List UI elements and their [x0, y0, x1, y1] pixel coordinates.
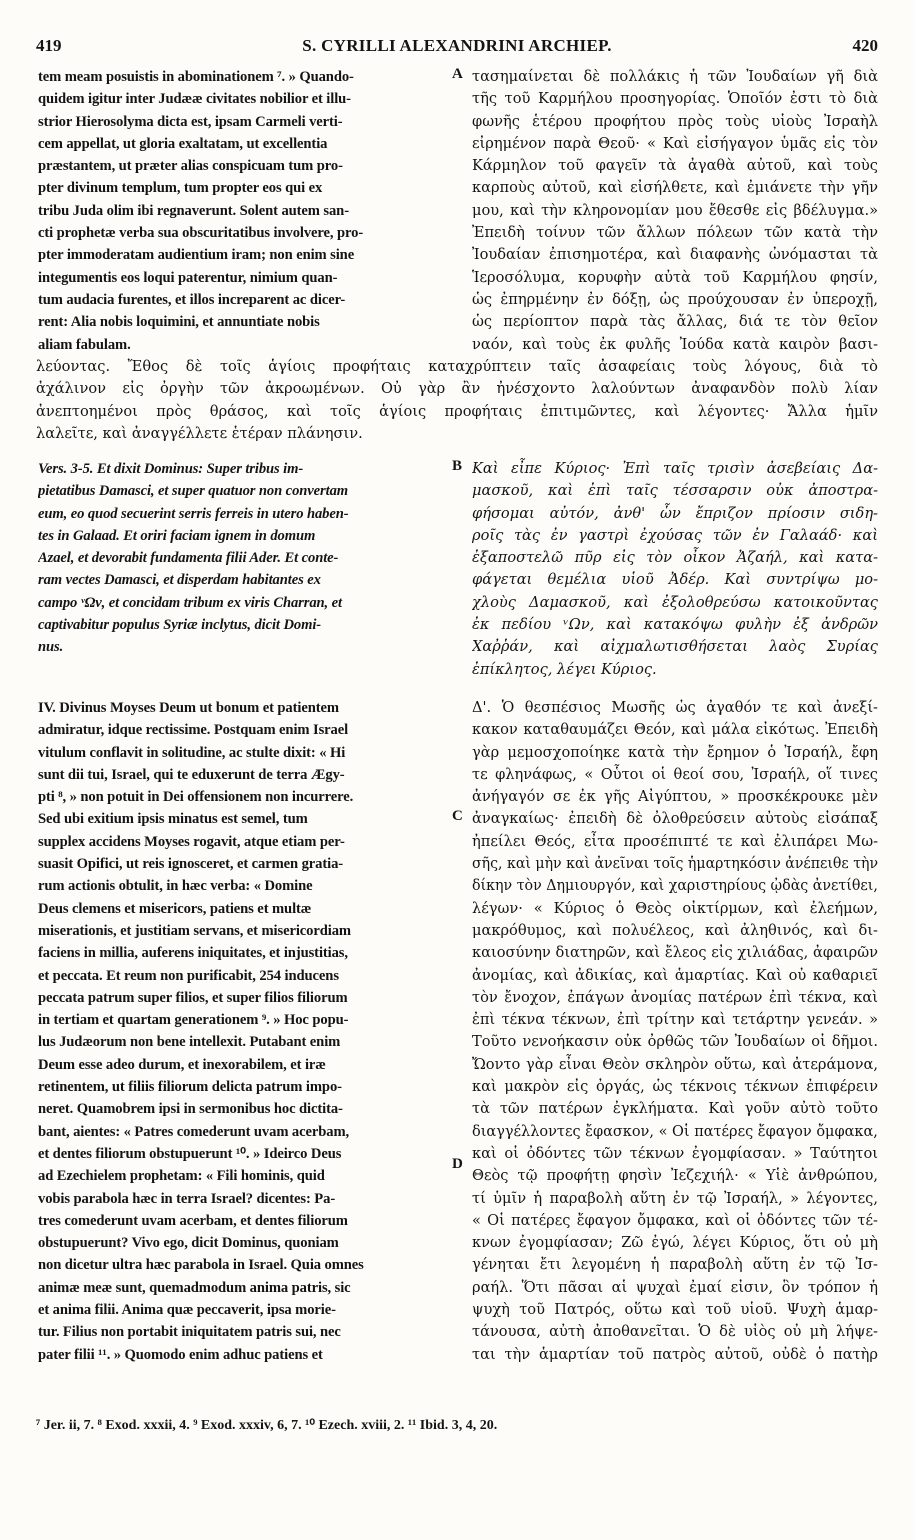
greek-text-line: ἐπίκλητος, λέγει Κύριος. — [472, 660, 657, 678]
latin-text-line: et dentes filiorum obstupuerunt ¹⁰. » Ideirco Deus — [38, 1145, 342, 1162]
latin-text-line: Sed ubi exitium ipsis minatus est semel, tum — [38, 811, 308, 828]
greek-text-line: ται τὴν ἁμαρτίαν τοῦ πατρὸς αὐτοῦ, οὐδὲ ὁ πατὴρ — [472, 1345, 878, 1363]
greek-text-line: ψυχὴ τοῦ Πατρός, οὕτω καὶ τοῦ υἱοῦ. Ψυχὴ ἁμαρ- — [472, 1301, 878, 1319]
latin-text-line: aliam fabulam. — [38, 336, 131, 353]
latin-text-line: obstupuerunt? Vivo ego, dicit Dominus, quoniam — [38, 1235, 339, 1252]
latin-column-verse — [38, 458, 450, 659]
latin-text-line: tes in Galaad. Et oriri faciam ignem in domum — [38, 527, 316, 544]
greek-column-section-1 — [472, 66, 878, 356]
greek-text-line: φωνῆς ἑτέρου προφήτου πρὸς τοὺς υἱοὺς Ἰσραὴλ — [472, 112, 878, 130]
greek-text-line: κνων ἐγομφίασαν; Ζῶ ἐγώ, λέγει Κύριος, ὅτι οὐ μὴ — [472, 1234, 878, 1252]
greek-text-line: γὰρ μεμοσχοποίηκε κατὰ τὴν ἔρημον ὁ Ἰσραήλ, ἔφη — [472, 743, 878, 761]
latin-text-line: pietatibus Damasci, et super quatuor non convertam — [38, 483, 349, 500]
greek-text-line: ἀνήγαγόν σε ἐκ γῆς Αἰγύπτου, » προσκέκρουκε μὲν — [472, 788, 878, 806]
greek-text-line: φήσομαι αὐτόν, ἀνθ' ὧν ἔπριζον πρίοσιν σιδη- — [472, 504, 878, 522]
latin-text-line: neret. Quamobrem ipsi in sermonibus hoc dictita- — [38, 1101, 343, 1118]
latin-text-line: peccata patrum super filios, et super filios filiorum — [38, 989, 348, 1006]
latin-text-line: tribu Juda olim ibi regnaverunt. Solent autem san- — [38, 202, 349, 219]
latin-text-line: tum audacia furentes, et illos increparent ac dicer- — [38, 291, 346, 308]
latin-text-line: captivabitur populus Syriæ inclytus, dicit Domi- — [38, 617, 322, 634]
latin-text-line: tur. Filius non portabit iniquitatem patris sui, nec — [38, 1324, 341, 1341]
latin-text-line: ad Ezechielem prophetam: « Fili hominis, quid — [38, 1168, 325, 1185]
greek-text-line: τασημαίνεται δὲ πολλάκις ἡ τῶν Ἰουδαίων γῆ διὰ — [472, 68, 878, 85]
greek-text-line: κακον καταθαυμάζει Θεόν, καὶ μάλα εἰκότως. Ἐπειδὴ — [472, 721, 878, 739]
page-header — [36, 32, 878, 62]
latin-text-line: Deus clemens et misericors, patiens et multæ — [38, 900, 312, 917]
greek-text-line: καιοσύνην διατηρῶν, καὶ ἔλεος εἰς χιλιάδας, ἀφαιρῶν — [472, 944, 878, 962]
latin-text-line: suasit Opifici, ut reis ignosceret, et carmen gratia- — [38, 856, 344, 873]
greek-text-line: τάνουσα, αὐτὴ ἀποθανεῖται. Ὁ δὲ υἱὸς οὐ μὴ λήψε- — [472, 1323, 878, 1341]
latin-text-line: Deum esse adeo durum, et inexorabilem, et iræ — [38, 1056, 326, 1073]
latin-text-line: faciens in millia, auferens iniquitates, et injustitias, — [38, 945, 348, 962]
margin-marker-d: D — [452, 1156, 463, 1172]
greek-text-line: Καὶ εἶπε Κύριος· Ἐπὶ ταῖς τρισὶν ἀσεβείαις Δα- — [472, 460, 878, 477]
greek-text-line: τῆς τοῦ Καρμήλου προσηγορίας. Ὁποῖόν ἐστι τὸ διὰ — [472, 90, 878, 108]
greek-text-line: ἠπείλει Θεός, εἶτα προσέπιπτέ τε καὶ ἐλιπάρει Μω- — [472, 832, 878, 850]
latin-text-line: IV. Divinus Moyses Deum ut bonum et patientem — [38, 700, 339, 716]
latin-text-line: rum actionis obtulit, in hæc verba: « Domine — [38, 878, 313, 895]
greek-text-line: Ἰουδαίαν ἐπισημοτέρα, καὶ διαφανὴς ὠνόμασται τὰ — [472, 246, 878, 264]
greek-text-line: Τοῦτο νενοήκασιν οὐκ ὀρθῶς τῶν Ἰουδαίων οἱ δῆμοι. — [472, 1033, 878, 1051]
latin-text-line: campo ᵛΩν, et concidam tribum ex viris Charran, et — [38, 594, 342, 611]
latin-text-line: vobis parabola hæc in terra Israel? dicentes: Pa- — [38, 1190, 336, 1207]
greek-text-line: ἀναγκαίως· ἐπειδὴ δὲ ὀλοθρεύσειν αὐτοὺς εἰσάπαξ — [472, 810, 878, 828]
greek-full-width-continuation — [36, 356, 878, 445]
greek-column-verse — [472, 458, 878, 681]
page-number-right: 420 — [852, 36, 878, 55]
latin-text-line: non dicetur ultra hæc parabola in Israel. Quia omnes — [38, 1257, 364, 1274]
latin-text-line: strior Hierosolyma dicta est, ipsam Carmeli verti- — [38, 113, 343, 130]
greek-text-line: διαγγέλλοντες ἔφασκον, « Οἱ πατέρες ἔφαγον ὄμφακα, — [472, 1122, 878, 1140]
latin-text-line: cti prophetæ verba sua obscuritatibus involvere, pro- — [38, 225, 364, 242]
latin-text-line: nus. — [38, 639, 64, 656]
greek-text-line: ἀχάλινον εἰς ὀργὴν τῶν ἀκροωμένων. Οὐ γὰρ ἂν ἠνέσχοντο λαλούντων ἀναφανδὸν πολὺ λίαν — [36, 380, 878, 398]
latin-text-line: pater filii ¹¹. » Quomodo enim adhuc patiens et — [38, 1346, 323, 1363]
greek-text-line: μακρόθυμος, καὶ πολυέλεος, καὶ ἀληθινός, καὶ δι- — [472, 921, 878, 939]
greek-text-line: καὶ οἱ ὀδόντες τῶν τέκνων ἐγομφίασαν. » Ταύτητοι — [472, 1144, 878, 1162]
latin-text-line: pti ⁸, » non potuit in Dei offensionem non incurrere. — [38, 789, 354, 806]
latin-text-line: retinentem, ut filiis filiorum delicta patrum impo- — [38, 1079, 342, 1096]
greek-text-line: δίκην τὸν Δημιουργόν, καὶ χαριστηρίους ᾠδὰς ἀνετίθει, — [472, 877, 878, 895]
greek-text-line: τε φληνάφως, « Οὗτοι οἱ θεοί σου, Ἰσραήλ, οἵ τινες — [472, 765, 878, 783]
greek-text-line: Ἐπειδὴ τοίνυν τῶν ἄλλων πόλεων τῶν κατὰ τὴν — [472, 224, 878, 242]
greek-text-line: γένηται ἔτι λεγομένη ἡ παραβολὴ αὕτη ἐν τῷ Ἰσ- — [472, 1256, 878, 1274]
page-number-left: 419 — [36, 36, 62, 55]
latin-text-line: pter immoderatam audientium iram; non enim sine — [38, 247, 355, 264]
greek-text-line: Δ'. Ὁ θεσπέσιος Μωσῆς ὡς ἀγαθόν τε καὶ ἀνεξί- — [472, 699, 878, 716]
latin-text-line: et peccata. Et reum non purificabit, 254 inducens — [38, 967, 339, 984]
greek-text-line: ἀνεπτοημένοι πρὸς θράσος, καὶ τοῖς ἁγίοις προφήταις ἐπιτιμῶντες, καὶ λέγοντες· Ἄλλα ἡμῖν — [36, 402, 878, 420]
greek-text-line: ἐκ πεδίου ᵛΩν, καὶ κατακόψω φυλὴν ἐξ ἀνδρῶν — [472, 616, 878, 634]
running-title: S. CYRILLI ALEXANDRINI ARCHIEP. — [302, 36, 612, 55]
greek-text-line: λέγων· « Κύριος ὁ Θεὸς οἰκτίρμων, καὶ ἐλεήμων, — [472, 899, 878, 917]
latin-text-line: rent: Alia nobis loquimini, et annuntiate nobis — [38, 314, 320, 331]
greek-text-line: Κάρμηλον τοῦ φαγεῖν τὰ ἀγαθὰ αὐτοῦ, καὶ τοὺς — [472, 157, 878, 175]
latin-text-line: eum, eo quod secuerint serris ferreis in utero haben- — [38, 505, 349, 522]
greek-text-line: τὸν ἔνοχον, ἐπάγων ἀνομίας πατέρων ἐπὶ τέκνα, καὶ — [472, 988, 878, 1006]
greek-text-line: ἐπὶ τέκνα τέκνων, ἐπὶ τρίτην καὶ τετάρτην γενεάν. » — [472, 1011, 878, 1029]
latin-text-line: Azael, et devorabit fundamenta filii Ader. Et conte- — [38, 550, 339, 567]
greek-text-line: Θεὸς τῷ προφήτῃ φησὶν Ἰεζεχιήλ· « Υἱὲ ἀνθρώπου, — [472, 1167, 878, 1185]
footnotes: ⁷ Jer. ii, 7. ⁸ Exod. xxxii, 4. ⁹ Exod. xxxiv, 6, 7. ¹⁰ Ezech. xviii, 2. ¹¹ Ibid. 3, 4, 20. — [36, 1418, 498, 1433]
greek-text-line: ὡς ἐπηρμένην ἐν δόξῃ, ὡς προύχουσαν ἐν ὑπεροχῇ, — [472, 290, 878, 308]
latin-text-line: cem appellat, ut gloria exaltatam, ut excellentia — [38, 135, 328, 152]
greek-text-line: λεύοντας. Ἔθος δὲ τοῖς ἁγίοις προφήταις καταχρύπτειν ταῖς ἀσαφείαις τοὺς λόγους, διὰ τὸ — [36, 358, 878, 375]
latin-text-line: vitulum conflavit in solitudine, ac stulte dixit: « Hi — [38, 744, 346, 761]
latin-text-line: quidem igitur inter Judææ civitates nobilior et illu- — [38, 91, 351, 108]
greek-text-line: μου, καὶ τὴν κληρονομίαν μου ἔθεσθε εἰς βδέλυγμα.» — [472, 201, 878, 219]
greek-column-section-3 — [472, 697, 878, 1366]
greek-text-line: Ἱεροσόλυμα, κορυφὴν αὐτὰ τοῦ Καρμήλου φησίν, — [472, 268, 878, 286]
greek-text-line: τί ὑμῖν ἡ παραβολὴ αὕτη ἐν τῷ Ἰσραήλ, » λέγοντες, — [472, 1189, 878, 1207]
greek-text-line: ὡς περίοπτον παρὰ τὰς ἄλλας, διά τε τὸν θεῖον — [472, 313, 878, 331]
latin-text-line: ram vectes Damasci, et disperdam habitantes ex — [38, 572, 321, 589]
greek-text-line: ροῖς τὰς ἐν γαστρὶ ἐχούσας τῶν ἐν Γαλαάδ· καὶ — [472, 526, 878, 544]
greek-text-line: φάγεται θεμέλια υἱοῦ Ἀδέρ. Καὶ συντρίψω μο- — [472, 571, 878, 589]
greek-text-line: « Οἱ πατέρες ἔφαγον ὄμφακα, καὶ οἱ ὀδόντες τῶν τέ- — [472, 1211, 878, 1229]
greek-text-line: μασκοῦ, καὶ ἐπὶ ταῖς τέσσαρσιν οὐκ ἀποστρα- — [472, 482, 878, 500]
greek-text-line: Ὤοντο γὰρ εἶναι Θεὸν σκληρὸν οὕτω, καὶ ἀτεράμονα, — [472, 1055, 878, 1073]
greek-text-line: καὶ μακρὸν εἰς ὀργάς, ὡς τέκνοις τέκνων ἐπιφέρειν — [472, 1078, 878, 1096]
latin-text-line: tres comederunt uvam acerbam, et dentes filiorum — [38, 1212, 348, 1229]
greek-text-line: Χαῤῥάν, καὶ αἰχμαλωτισθήσεται λαὸς Συρίας — [472, 638, 878, 656]
latin-text-line: lus Judæorum non bene intellexit. Putabant enim — [38, 1034, 341, 1051]
greek-text-line: ἐξαποστελῶ πῦρ εἰς τὸν οἶκον Ἀζαήλ, καὶ κατα- — [472, 549, 878, 567]
latin-text-line: sunt dii tui, Israel, qui te eduxerunt de terra Ægy- — [38, 766, 345, 783]
greek-text-line: ἀνομίας, καὶ ἀδικίας, καὶ ἁμαρτίας. Καὶ οὐ καθαριεῖ — [472, 966, 878, 984]
greek-text-line: σῆς, καὶ μὴν καὶ ἀνεῖναι τοῖς ἡμαρτηκόσιν ἀνέπειθε τὴν — [472, 855, 878, 873]
latin-text-line: in tertiam et quartam generationem ⁹. » Hoc popu- — [38, 1012, 349, 1029]
latin-text-line: animæ meæ sunt, quemadmodum anima patris, sic — [38, 1279, 351, 1296]
greek-text-line: λαλεῖτε, καὶ ἀναγγέλλετε ἑτέραν πλάνησιν. — [36, 424, 363, 442]
latin-text-line: Vers. 3-5. Et dixit Dominus: Super tribus im- — [38, 461, 304, 477]
greek-text-line: ραήλ. Ὅτι πᾶσαι αἱ ψυχαὶ ἐμαί εἰσιν, ὃν τρόπον ἡ — [472, 1278, 878, 1296]
greek-text-line: ναόν, καὶ τοὺς ἐκ φυλῆς Ἰούδα κατὰ καιρὸν βασι- — [472, 335, 878, 353]
latin-text-line: et anima filii. Anima quæ peccaverit, ipsa morie- — [38, 1302, 336, 1319]
margin-marker-b: B — [452, 458, 463, 474]
latin-text-line: pter divinum templum, tum propter eos qui ex — [38, 180, 323, 197]
latin-text-line: integumentis eos loqui paterentur, nimium quan- — [38, 269, 338, 286]
latin-text-line: bant, aientes: « Patres comederunt uvam acerbam, — [38, 1123, 350, 1140]
greek-text-line: χλοὺς Δαμασκοῦ, καὶ ἐξολοθρεύσω κατοικοῦντας — [472, 593, 878, 611]
latin-text-line: tem meam posuistis in abominationem ⁷. » Quando- — [38, 69, 354, 85]
latin-text-line: præstantem, ut præter alias conspicuam tum pro- — [38, 158, 343, 175]
margin-marker-c: C — [452, 808, 463, 824]
latin-column-section-1 — [38, 66, 450, 356]
latin-column-section-3 — [38, 697, 450, 1366]
latin-text-line: supplex accidens Moyses rogavit, atque etiam per- — [38, 833, 345, 850]
latin-text-line: miserationis, et justitiam servans, et misericordiam — [38, 922, 351, 939]
margin-marker-a: A — [452, 66, 463, 82]
greek-text-line: καρποὺς αὐτοῦ, καὶ εἰσήλθετε, καὶ ἐμιάνετε τὴν γῆν — [472, 179, 878, 197]
greek-text-line: τὰ τῶν πατέρων ἐγκλήματα. Καὶ γοῦν αὐτὸ τοῦτο — [472, 1100, 878, 1118]
latin-text-line: admiratur, idque rectissime. Postquam enim Israel — [38, 722, 349, 739]
greek-text-line: εἰρημένον παρὰ Θεοῦ· « Καὶ εἰσήγαγον ὑμᾶς εἰς τὸν — [472, 134, 878, 152]
